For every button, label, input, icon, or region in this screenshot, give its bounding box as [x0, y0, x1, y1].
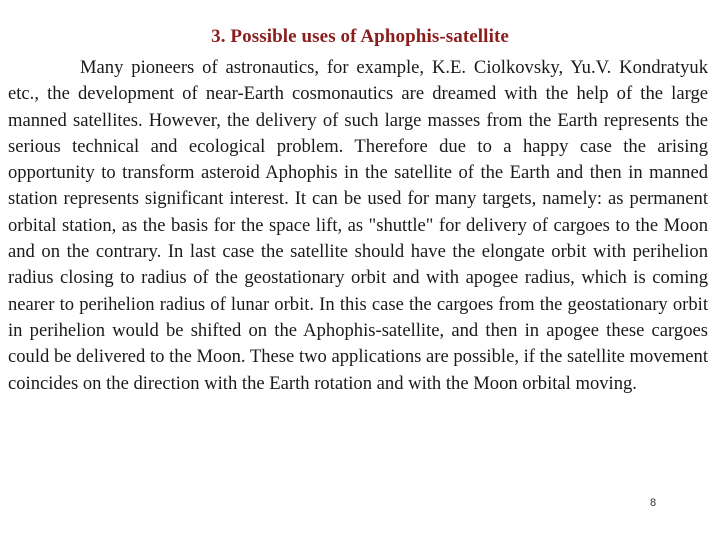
page-number: 8 [650, 497, 657, 509]
body-paragraph: Many pioneers of astronautics, for example, K.E. Ciolkovsky, Yu.V. Kondratyuk etc., the development of near-Earth cosmonautics are dreamed with the help of the large manned satellites. However, the delivery of such large masses from the Earth represents the serious technical and ecological problem. Therefore due to a happy case the arising opportunity to transform asteroid Aphophis in the satellite of the Earth and then in manned station represents significant interest. It can be used for many targets, namely: as permanent orbital station, as the basis for the space lift, as "shuttle" for delivery of cargoes to the Moon and on the contrary. In last case the satellite should have the elongate orbit with perihelion radius closing to radius of the geostationary orbit and with apogee radius, which is coming nearer to perihelion radius of lunar orbit. In this case the cargoes from the geostationary orbit in perihelion would be shifted on the Aphophis-satellite, and then in apogee these cargoes could be delivered to the Moon. These two applications are possible, if the satellite movement coincides on the direction with the Earth rotation and with the Moon orbital moving. [8, 57, 708, 394]
section-heading: 3. Possible uses of Aphophis-satellite [211, 26, 509, 47]
